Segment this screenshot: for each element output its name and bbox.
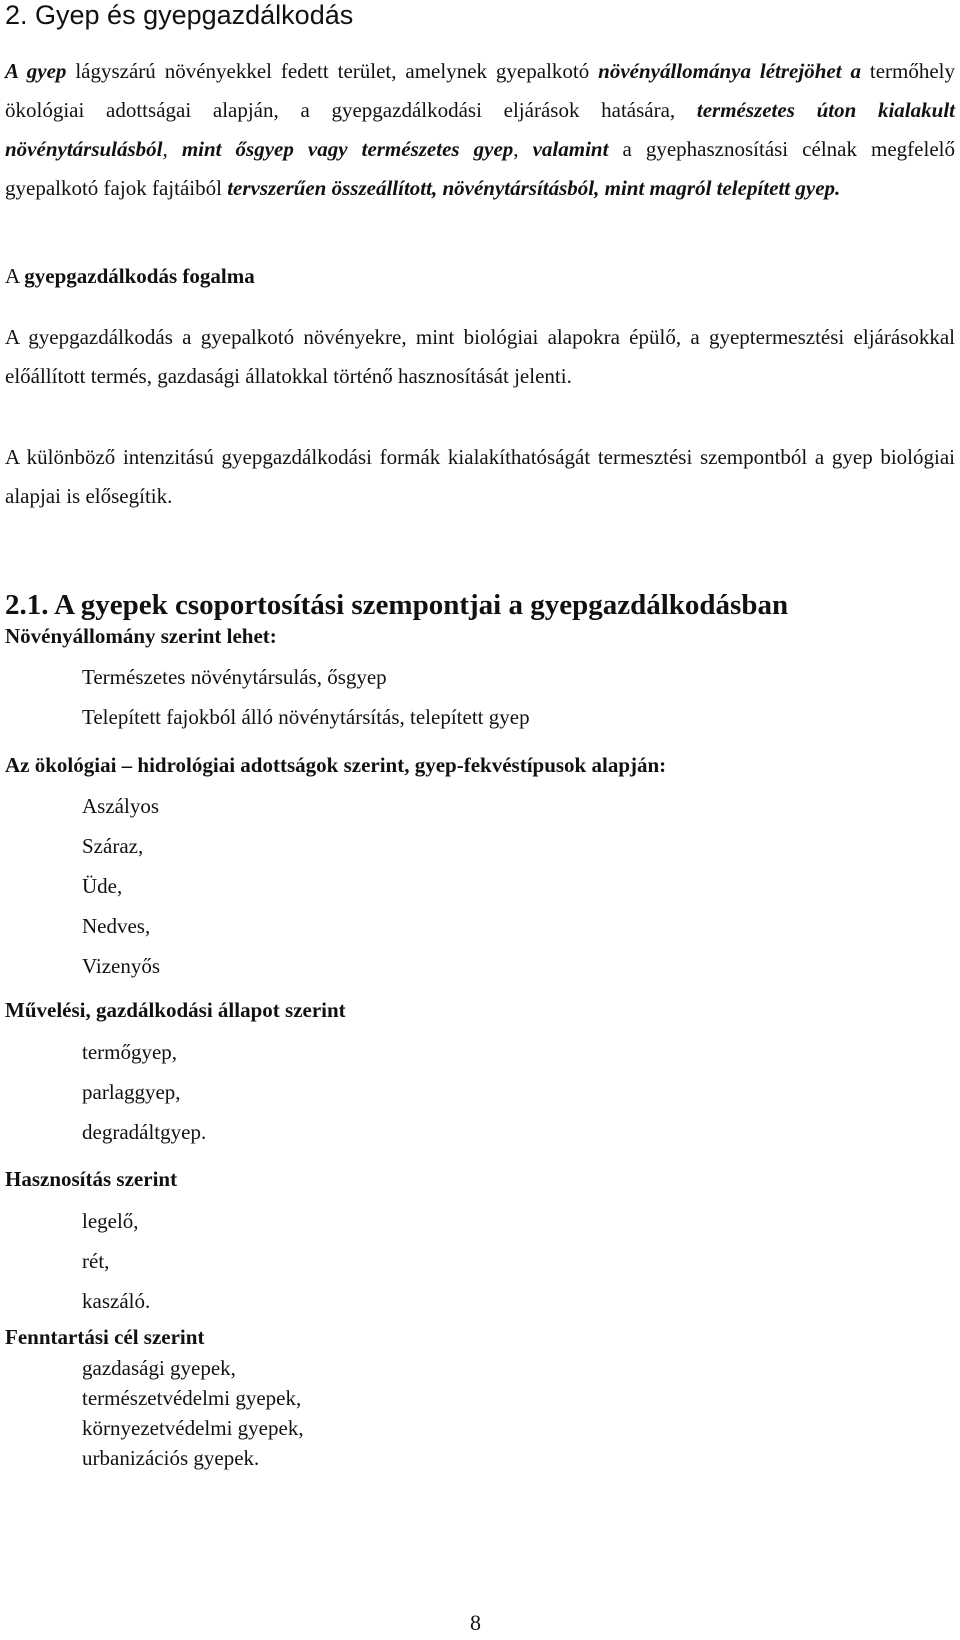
definition-paragraph: A gyepgazdálkodás a gyepalkotó növényekre, mint biológiai alapokra épülő, a gyeptermesztési eljárásokkal előállított termés, gazdasági állatokkal történő hasznosítását jelenti. xyxy=(5,325,955,388)
intro-text-run: A xyxy=(5,59,27,83)
intro-text-run: tervszerűen összeállított, növénytársításból, mint magról telepített gyep. xyxy=(227,176,841,200)
list-item: gazdasági gyepek, xyxy=(82,1356,236,1380)
intro-text-run: természetes úton kialakult növénytársulásból xyxy=(5,98,955,161)
intro-text-run: a gyephasznosítási célnak megfelelő gyepalkotó fajok fajtáiból xyxy=(5,137,955,200)
group-heading-plant-cover: Növényállomány szerint lehet: xyxy=(5,624,277,648)
forms-paragraph: A különböző intenzitású gyepgazdálkodási formák kialakíthatóságát termesztési szempontból a gyep biológiai alapjai is elősegítik. xyxy=(5,445,955,508)
chapter-heading: 2. Gyep és gyepgazdálkodás xyxy=(5,0,354,30)
list-item: degradáltgyep. xyxy=(82,1120,207,1144)
group-list-ecological xyxy=(82,786,160,986)
list-item: parlaggyep, xyxy=(82,1080,181,1104)
list-item: Nedves, xyxy=(82,914,151,938)
intro-paragraph xyxy=(5,52,955,208)
page-number: 8 xyxy=(470,1610,481,1635)
list-item: kaszáló. xyxy=(82,1289,151,1313)
list-item: környezetvédelmi gyepek, xyxy=(82,1416,304,1440)
intro-text-run: , xyxy=(162,137,182,161)
group-heading-utilization: Hasznosítás szerint xyxy=(5,1167,178,1191)
definition-subheading xyxy=(5,264,255,289)
intro-text-run: valamint xyxy=(532,137,609,161)
subheading-prefix: A xyxy=(5,264,25,288)
list-item: Száraz, xyxy=(82,834,144,858)
group-heading-cultivation: Művelési, gazdálkodási állapot szerint xyxy=(5,998,346,1022)
list-item: Természetes növénytársulás, ősgyep xyxy=(82,665,387,689)
list-item: urbanizációs gyepek. xyxy=(82,1446,260,1470)
group-list-plant-cover xyxy=(82,657,530,737)
intro-text-run: növényállománya létrejöhet a xyxy=(598,59,861,83)
list-item: Telepített fajokból álló növénytársítás, telepített gyep xyxy=(82,705,530,729)
group-heading-maintenance: Fenntartási cél szerint xyxy=(5,1325,205,1349)
intro-text-run: lágyszárú növényekkel fedett terület, amelynek gyepalkotó xyxy=(66,59,599,83)
intro-text-run: gyep xyxy=(26,59,67,83)
list-item: Üde, xyxy=(82,874,123,898)
section-heading: 2.1. A gyepek csoportosítási szempontjai a gyepgazdálkodásban xyxy=(5,589,789,621)
intro-text-run: termőhely ökológiai adottságai alapján, a gyepgazdálkodási eljárások hatására, xyxy=(5,59,955,122)
subheading-bold: gyepgazdálkodás fogalma xyxy=(24,264,255,288)
list-item: legelő, xyxy=(82,1209,139,1233)
intro-text-run: mint ősgyep vagy természetes gyep xyxy=(181,137,514,161)
group-list-utilization xyxy=(82,1201,150,1321)
intro-text-run: , xyxy=(513,137,533,161)
list-item: Aszályos xyxy=(82,794,159,818)
list-item: termőgyep, xyxy=(82,1040,178,1064)
group-list-cultivation xyxy=(82,1032,206,1152)
list-item: rét, xyxy=(82,1249,110,1273)
group-list-maintenance xyxy=(82,1353,304,1473)
list-item: Vizenyős xyxy=(82,954,161,978)
list-item: természetvédelmi gyepek, xyxy=(82,1386,302,1410)
group-heading-ecological: Az ökológiai – hidrológiai adottságok szerint, gyep-fekvéstípusok alapján: xyxy=(5,753,667,777)
